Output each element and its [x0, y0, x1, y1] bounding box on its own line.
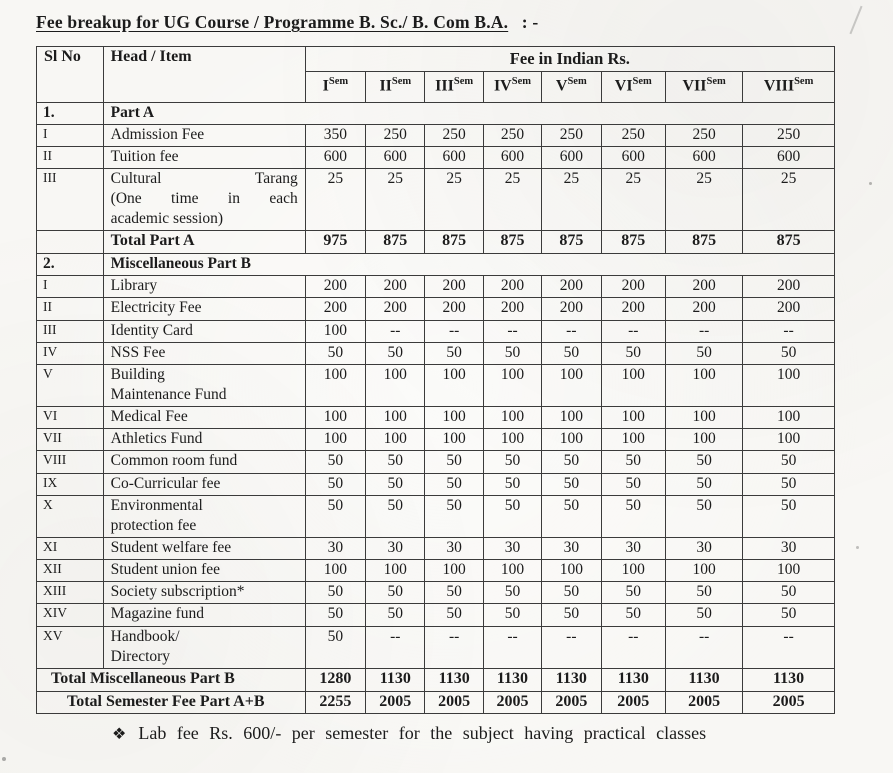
fee-cell: 100 — [542, 560, 601, 582]
fee-cell: 30 — [366, 538, 425, 560]
item-label-line: Maintenance Fund — [110, 386, 227, 404]
item-cell — [103, 168, 305, 230]
total-row-label: Total Semester Fee Part A+B — [37, 691, 306, 714]
fee-cell: 50 — [601, 495, 666, 537]
sem-header-cell: $VI^{Sem}$ — [601, 72, 666, 102]
fee-cell: 1130 — [542, 668, 601, 691]
fee-cell: 200 — [743, 276, 835, 298]
sl-cell: XIV — [37, 604, 104, 626]
item-cell — [103, 146, 305, 168]
fee-cell: 100 — [305, 364, 365, 406]
fee-cell: 50 — [425, 473, 483, 495]
fee-cell: 50 — [542, 473, 601, 495]
fee-cell: 200 — [542, 298, 601, 320]
item-label-line: Common room fund — [110, 452, 238, 470]
fee-cell: 100 — [305, 429, 365, 451]
fee-cell: 975 — [305, 231, 365, 254]
item-label-line: NSS Fee — [110, 343, 166, 361]
table-row — [37, 168, 835, 230]
item-cell — [103, 407, 305, 429]
fee-cell: -- — [666, 320, 743, 342]
fee-cell: 100 — [601, 407, 666, 429]
table-row — [37, 298, 835, 320]
item-label-line: Identity Card — [110, 321, 193, 339]
fee-cell: 50 — [542, 451, 601, 473]
fee-cell: 200 — [305, 276, 365, 298]
fee-cell: 25 — [743, 168, 835, 230]
sl-cell: XII — [37, 560, 104, 582]
item-label-line: Library — [110, 277, 158, 295]
item-cell — [103, 495, 305, 537]
fee-cell: 30 — [743, 538, 835, 560]
fee-cell: 100 — [601, 429, 666, 451]
page-title — [36, 12, 893, 33]
fee-cell: 100 — [425, 407, 483, 429]
fee-cell: 30 — [305, 538, 365, 560]
fee-cell: 50 — [666, 495, 743, 537]
fee-cell: 1130 — [743, 668, 835, 691]
fee-cell: 200 — [743, 298, 835, 320]
item-label-line: Medical Fee — [110, 408, 188, 426]
sl-cell: XV — [37, 626, 104, 668]
table-row — [37, 560, 835, 582]
fee-cell: 250 — [483, 124, 541, 146]
item-cell — [103, 429, 305, 451]
fee-cell: 50 — [743, 342, 835, 364]
sl-cell: VIII — [37, 451, 104, 473]
table-row — [37, 342, 835, 364]
table-header-row — [37, 47, 835, 72]
fee-cell: 50 — [305, 604, 365, 626]
fee-cell: 100 — [666, 429, 743, 451]
fee-cell: -- — [666, 626, 743, 668]
table-row — [37, 451, 835, 473]
fee-cell: -- — [601, 320, 666, 342]
sem-header-cell: $VIII^{Sem}$ — [743, 72, 835, 102]
fee-cell: 50 — [666, 342, 743, 364]
fee-cell: 2005 — [743, 691, 835, 714]
table-row — [37, 473, 835, 495]
item-label-line: Magazine fund — [110, 605, 205, 623]
fee-cell: 100 — [601, 560, 666, 582]
item-cell — [103, 582, 305, 604]
fee-cell: 100 — [366, 429, 425, 451]
table-row — [37, 604, 835, 626]
fee-cell: 50 — [366, 473, 425, 495]
fee-cell: 25 — [305, 168, 365, 230]
fee-cell: 100 — [366, 560, 425, 582]
fee-cell: 100 — [425, 429, 483, 451]
fee-cell: 25 — [601, 168, 666, 230]
fee-cell: 200 — [366, 298, 425, 320]
fee-cell: 2005 — [666, 691, 743, 714]
fee-cell: 1130 — [483, 668, 541, 691]
table-row — [37, 538, 835, 560]
sl-cell: VII — [37, 429, 104, 451]
fee-cell: 30 — [542, 538, 601, 560]
fee-cell: 50 — [425, 451, 483, 473]
fee-cell: 100 — [305, 560, 365, 582]
fee-cell: 50 — [366, 604, 425, 626]
item-label-line: Building — [110, 365, 165, 383]
fee-cell: 25 — [542, 168, 601, 230]
fee-cell: 200 — [601, 298, 666, 320]
fee-cell: 100 — [483, 364, 541, 406]
fee-cell: -- — [601, 626, 666, 668]
fee-cell: 1280 — [305, 668, 365, 691]
sl-cell: III — [37, 168, 104, 230]
fee-cell: 200 — [666, 298, 743, 320]
item-cell — [103, 320, 305, 342]
item-label-line: Environmental — [110, 496, 203, 514]
fee-cell: -- — [483, 626, 541, 668]
sem-header-cell: $II^{Sem}$ — [366, 72, 425, 102]
fee-cell: 50 — [601, 473, 666, 495]
fee-cell: -- — [366, 626, 425, 668]
table-row — [37, 254, 835, 276]
item-label-line: Tuition fee — [110, 147, 179, 165]
fee-cell: 50 — [743, 473, 835, 495]
item-label-line: Admission Fee — [110, 125, 205, 143]
sl-cell: I — [37, 276, 104, 298]
fee-cell: 25 — [366, 168, 425, 230]
fee-cell: -- — [743, 626, 835, 668]
fee-cell: 2005 — [601, 691, 666, 714]
sl-cell: IX — [37, 473, 104, 495]
fee-cell: 50 — [666, 451, 743, 473]
fee-cell: 200 — [425, 298, 483, 320]
sl-cell: II — [37, 146, 104, 168]
item-cell — [103, 451, 305, 473]
fee-cell: 100 — [483, 429, 541, 451]
fee-cell: 200 — [666, 276, 743, 298]
item-label-line: academic session) — [110, 210, 223, 228]
fee-cell: -- — [425, 626, 483, 668]
fee-cell: 350 — [305, 124, 365, 146]
col-header-head-item: Head / Item — [103, 47, 305, 103]
fee-cell: 100 — [542, 407, 601, 429]
fee-cell: 1130 — [601, 668, 666, 691]
fee-cell: 50 — [425, 342, 483, 364]
sl-cell: XI — [37, 538, 104, 560]
sl-cell: III — [37, 320, 104, 342]
fee-cell: 100 — [666, 364, 743, 406]
sl-cell: V — [37, 364, 104, 406]
fee-cell: 250 — [743, 124, 835, 146]
sem-header-cell: $III^{Sem}$ — [425, 72, 483, 102]
fee-cell: 50 — [666, 604, 743, 626]
table-row — [37, 320, 835, 342]
fee-cell: 50 — [666, 473, 743, 495]
fee-cell: 30 — [483, 538, 541, 560]
fee-cell: 50 — [483, 582, 541, 604]
fee-cell: 30 — [666, 538, 743, 560]
fee-cell: 50 — [483, 495, 541, 537]
fee-cell: 2255 — [305, 691, 365, 714]
fee-cell: 50 — [305, 342, 365, 364]
fee-cell: 50 — [743, 604, 835, 626]
sl-cell: X — [37, 495, 104, 537]
fee-cell: 600 — [743, 146, 835, 168]
table-row — [37, 429, 835, 451]
fee-cell: 250 — [601, 124, 666, 146]
fee-cell: 100 — [601, 364, 666, 406]
fee-cell: 100 — [305, 320, 365, 342]
fee-cell: 2005 — [425, 691, 483, 714]
fee-cell: 2005 — [483, 691, 541, 714]
sem-header-cell: $IV^{Sem}$ — [483, 72, 541, 102]
section-row-label: Miscellaneous Part B — [103, 254, 834, 276]
sem-header-cell: $I^{Sem}$ — [305, 72, 365, 102]
sl-cell: VI — [37, 407, 104, 429]
fee-cell: 50 — [542, 582, 601, 604]
sem-header-cell: $V^{Sem}$ — [542, 72, 601, 102]
fee-cell: 50 — [601, 604, 666, 626]
footnote — [36, 723, 893, 744]
item-cell — [103, 276, 305, 298]
fee-cell: -- — [542, 626, 601, 668]
table-row — [37, 691, 835, 714]
fee-cell: 200 — [483, 298, 541, 320]
fee-cell: 100 — [666, 407, 743, 429]
item-label-line: (One time in each — [110, 190, 298, 208]
fee-cell: 25 — [483, 168, 541, 230]
fee-table-header — [37, 47, 835, 103]
table-row — [37, 102, 835, 124]
item-label-line: Total Part A — [110, 232, 195, 250]
fee-cell: 250 — [542, 124, 601, 146]
section-row-label: Part A — [103, 102, 834, 124]
table-row — [37, 668, 835, 691]
fee-cell: 600 — [666, 146, 743, 168]
fee-cell: 25 — [425, 168, 483, 230]
fee-cell: 1130 — [666, 668, 743, 691]
fee-cell: 250 — [425, 124, 483, 146]
fee-cell: 100 — [425, 560, 483, 582]
fee-cell: 30 — [425, 538, 483, 560]
table-row — [37, 407, 835, 429]
fee-cell: 50 — [542, 342, 601, 364]
table-row — [37, 276, 835, 298]
item-label-line: Directory — [110, 647, 171, 665]
item-cell — [103, 560, 305, 582]
fee-cell: 50 — [483, 604, 541, 626]
fee-cell: 600 — [601, 146, 666, 168]
fee-cell: 875 — [366, 231, 425, 254]
fee-cell: 50 — [305, 495, 365, 537]
fee-cell: -- — [483, 320, 541, 342]
fee-cell: 600 — [542, 146, 601, 168]
item-label-line: Society subscription* — [110, 583, 245, 601]
fee-cell: 875 — [666, 231, 743, 254]
item-label-line: Athletics Fund — [110, 430, 203, 448]
fee-cell: 50 — [483, 451, 541, 473]
fee-cell: 875 — [483, 231, 541, 254]
fee-cell: 50 — [305, 451, 365, 473]
scan-artifact — [869, 182, 872, 185]
sl-cell — [37, 231, 104, 254]
fee-cell: 875 — [743, 231, 835, 254]
item-label-line: protection fee — [110, 516, 197, 534]
fee-cell: 50 — [425, 495, 483, 537]
fee-cell: 100 — [743, 364, 835, 406]
fee-cell: 50 — [483, 342, 541, 364]
fee-cell: 50 — [425, 604, 483, 626]
fee-cell: 100 — [542, 429, 601, 451]
sl-cell: 2. — [37, 254, 104, 276]
fee-cell: 50 — [366, 342, 425, 364]
fee-cell: 100 — [743, 429, 835, 451]
footnote-text: Lab fee Rs. 600/- per semester for the subject having practical classes — [138, 723, 707, 744]
scan-artifact — [856, 546, 859, 549]
item-cell — [103, 364, 305, 406]
fee-cell: 2005 — [542, 691, 601, 714]
fee-cell: 1130 — [425, 668, 483, 691]
fee-cell: 2005 — [366, 691, 425, 714]
item-cell — [103, 538, 305, 560]
table-row — [37, 124, 835, 146]
fee-cell: 50 — [601, 451, 666, 473]
fee-cell: 600 — [425, 146, 483, 168]
fee-cell: 50 — [305, 473, 365, 495]
sl-cell: IV — [37, 342, 104, 364]
scan-artifact — [2, 757, 6, 761]
fee-cell: 100 — [305, 407, 365, 429]
fee-cell: 100 — [666, 560, 743, 582]
fee-cell: 50 — [366, 495, 425, 537]
fee-cell: 50 — [542, 604, 601, 626]
item-cell — [103, 298, 305, 320]
fee-cell: 100 — [743, 560, 835, 582]
fee-cell: 30 — [601, 538, 666, 560]
page-title-suffix: : - — [521, 12, 539, 32]
item-label-line: Cultural Tarang — [110, 169, 298, 187]
fee-cell: 50 — [601, 582, 666, 604]
fee-cell: 50 — [743, 451, 835, 473]
fee-cell: -- — [425, 320, 483, 342]
sl-cell: XIII — [37, 582, 104, 604]
item-cell — [103, 124, 305, 146]
fee-cell: 50 — [743, 582, 835, 604]
item-label-line: Student welfare fee — [110, 539, 232, 557]
fee-cell: 100 — [366, 407, 425, 429]
fee-cell: 100 — [425, 364, 483, 406]
table-row — [37, 626, 835, 668]
sl-cell: II — [37, 298, 104, 320]
fee-cell: 200 — [366, 276, 425, 298]
fee-cell: 100 — [542, 364, 601, 406]
fee-cell: 250 — [666, 124, 743, 146]
col-header-sl-no: Sl No — [37, 47, 104, 103]
fee-cell: 50 — [305, 626, 365, 668]
fee-cell: 600 — [483, 146, 541, 168]
item-cell — [103, 626, 305, 668]
sem-header-cell: $VII^{Sem}$ — [666, 72, 743, 102]
total-row-label: Total Miscellaneous Part B — [37, 668, 306, 691]
sl-cell: I — [37, 124, 104, 146]
fee-table — [36, 46, 835, 714]
table-row — [37, 146, 835, 168]
fee-cell: 600 — [366, 146, 425, 168]
table-row — [37, 582, 835, 604]
table-row — [37, 364, 835, 406]
page-title-text: Fee breakup for UG Course / Programme B. Sc./ B. Com B.A. — [36, 12, 509, 32]
fee-cell: 50 — [366, 582, 425, 604]
item-label-line: Student union fee — [110, 561, 220, 579]
sl-cell: 1. — [37, 102, 104, 124]
fee-cell: 100 — [743, 407, 835, 429]
fee-cell: 50 — [601, 342, 666, 364]
fee-cell: 600 — [305, 146, 365, 168]
diamond-bullet-icon: ❖ — [112, 726, 127, 744]
item-label-line: Co-Curricular fee — [110, 474, 221, 492]
fee-cell: 875 — [542, 231, 601, 254]
fee-cell: 200 — [483, 276, 541, 298]
fee-cell: 250 — [366, 124, 425, 146]
fee-cell: 50 — [425, 582, 483, 604]
fee-cell: -- — [366, 320, 425, 342]
item-cell — [103, 342, 305, 364]
fee-cell: 200 — [542, 276, 601, 298]
fee-cell: 50 — [542, 495, 601, 537]
fee-cell: 100 — [483, 560, 541, 582]
table-row — [37, 231, 835, 254]
fee-cell: 100 — [366, 364, 425, 406]
item-cell — [103, 231, 305, 254]
fee-cell: 50 — [483, 473, 541, 495]
fee-cell: 200 — [425, 276, 483, 298]
fee-cell: -- — [743, 320, 835, 342]
fee-cell: 50 — [305, 582, 365, 604]
fee-cell: 25 — [666, 168, 743, 230]
item-label-line: Electricity Fee — [110, 299, 202, 317]
fee-cell: 1130 — [366, 668, 425, 691]
fee-cell: 875 — [425, 231, 483, 254]
fee-cell: 100 — [483, 407, 541, 429]
fee-cell: -- — [542, 320, 601, 342]
fee-cell: 200 — [305, 298, 365, 320]
fee-cell: 50 — [743, 495, 835, 537]
fee-cell: 50 — [666, 582, 743, 604]
fee-cell: 50 — [366, 451, 425, 473]
fee-cell: 875 — [601, 231, 666, 254]
item-label-line: Handbook/ — [110, 627, 180, 645]
item-cell — [103, 604, 305, 626]
fee-cell: 200 — [601, 276, 666, 298]
fee-table-body — [37, 102, 835, 714]
col-header-fee-group: Fee in Indian Rs. — [305, 47, 834, 72]
table-row — [37, 495, 835, 537]
item-cell — [103, 473, 305, 495]
